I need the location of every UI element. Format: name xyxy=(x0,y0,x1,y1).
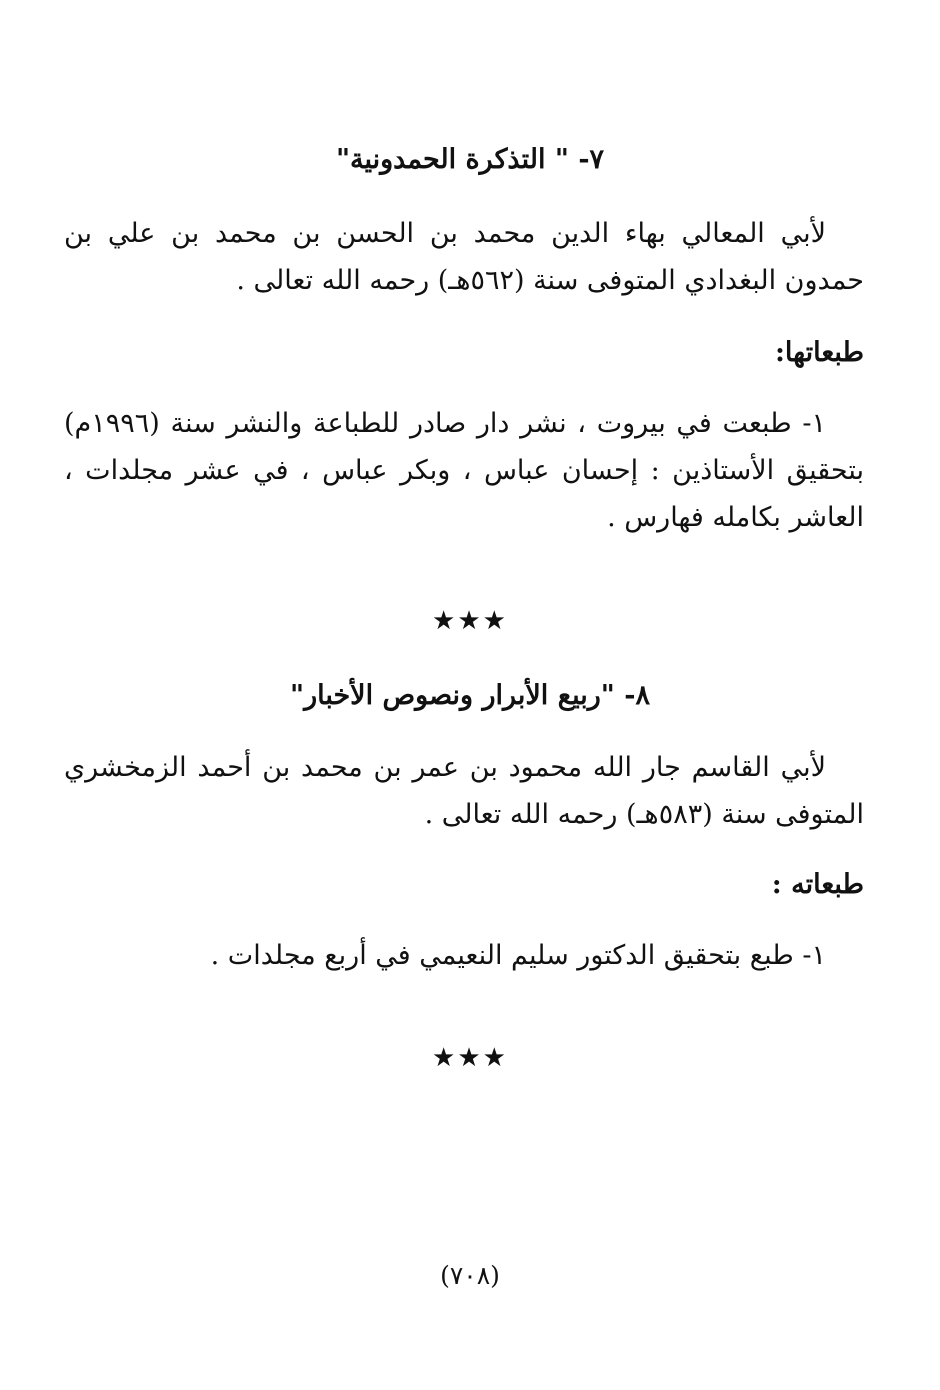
entry-8-title: ٨- "ربيع الأبرار ونصوص الأخبار" xyxy=(290,680,650,711)
entry-8-edition-1-paragraph xyxy=(64,932,864,979)
entry-8-editions-heading: طبعاته : xyxy=(771,869,864,900)
entry-7-edition-1-text: ١- طبعت في بيروت ، نشر دار صادر للطباعة والنشر سنة (١٩٩٦م) بتحقيق الأستاذين : إحسان عباس ، وبكر عباس ، في عشر مجلدات ، العاشر بكامله فهارس . xyxy=(64,408,864,533)
page-number: (٧٠٨) xyxy=(440,1261,500,1290)
entry-7-author-text: لأبي المعالي بهاء الدين محمد بن الحسن بن محمد بن علي بن حمدون البغدادي المتوفى سنة (٥٦٢هـ) رحمه الله تعالى . xyxy=(64,218,864,296)
entry-8-edition-1-text: ١- طبع بتحقيق الدكتور سليم النعيمي في أربع مجلدات . xyxy=(210,940,826,971)
entry-8-author-text: لأبي القاسم جار الله محمود بن عمر بن محمد بن أحمد الزمخشري المتوفى سنة (٥٨٣هـ) رحمه الله تعالى . xyxy=(64,752,864,830)
entry-7-editions-heading: طبعاتها: xyxy=(774,337,864,368)
section-separator-stars: ★★★ xyxy=(432,1043,508,1073)
entry-8-author-paragraph xyxy=(64,744,864,838)
entry-7-title: ٧- " التذكرة الحمدونية" xyxy=(335,144,605,175)
entry-7-author-paragraph xyxy=(64,210,864,304)
entry-7-edition-1-paragraph xyxy=(64,400,864,541)
section-separator-stars: ★★★ xyxy=(432,606,508,636)
